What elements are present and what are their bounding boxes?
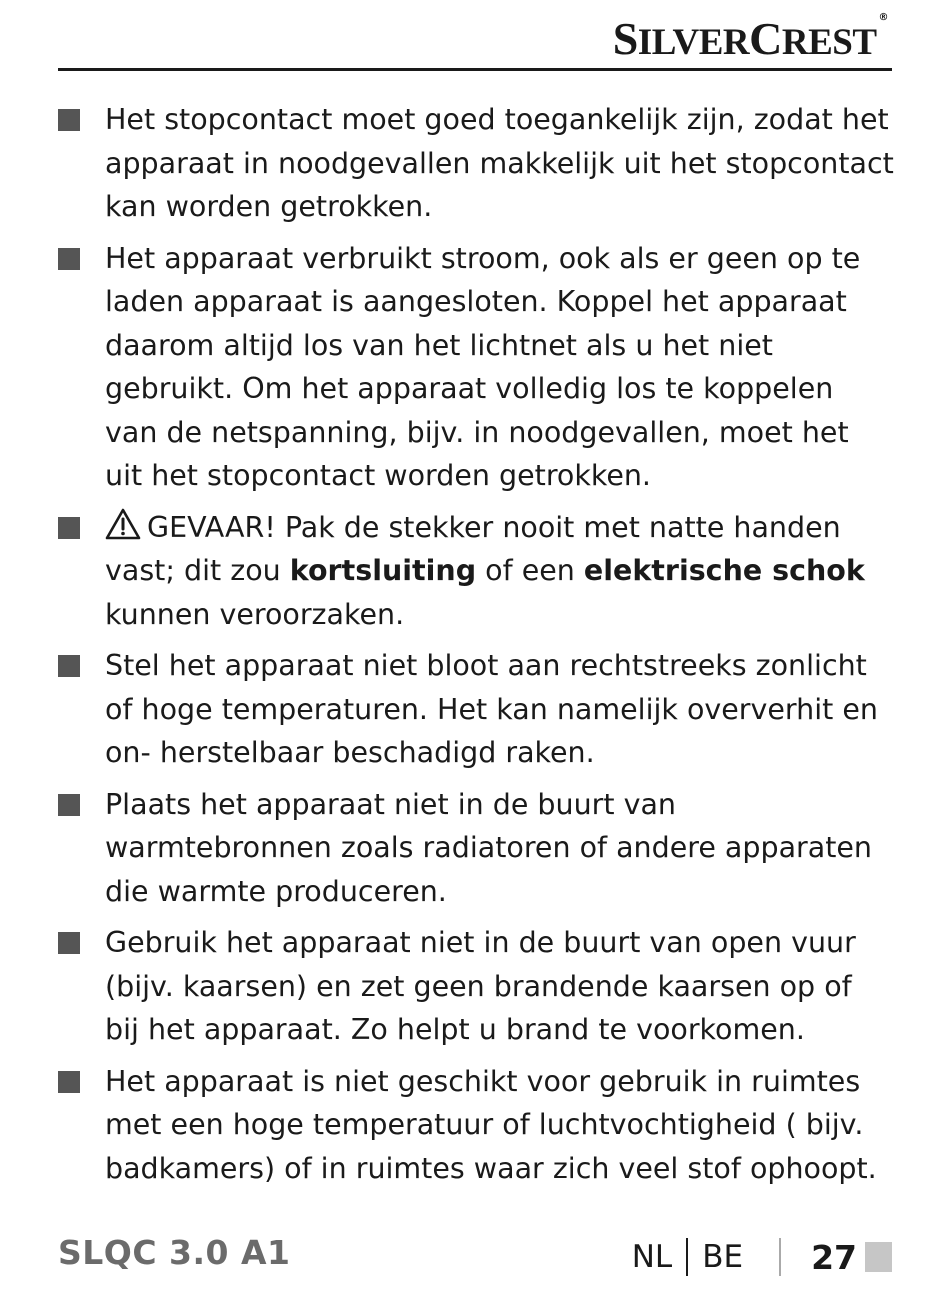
safety-instructions-list (58, 98, 894, 1198)
square-bullet-icon (58, 1071, 80, 1093)
square-bullet-icon (58, 655, 80, 677)
item-text: Gebruik het apparaat niet in de buurt van open vuur (bijv. kaarsen) en zet geen brandende kaarsen op of bij het apparaat. Zo helpt u brand te voorkomen. (105, 926, 856, 1046)
list-item-warning (58, 506, 894, 637)
warning-text: kunnen veroorzaken. (105, 597, 405, 631)
list-item (58, 98, 894, 229)
page-number: 27 (811, 1237, 857, 1277)
page-header (58, 0, 892, 71)
item-text: Het apparaat verbruikt stroom, ook als er geen op te laden apparaat is aangesloten. Koppel het apparaat daarom altijd los van het lichtnet als u het niet gebruikt. Om het apparaat volledig los te koppelen van de netspanning, bijv. in noodgevallen, moet het uit het stopcontact worden getrokken. (105, 241, 861, 492)
warning-triangle-icon (105, 508, 141, 540)
item-text: Het stopcontact moet goed toegankelijk zijn, zodat het apparaat in noodgevallen makkelijk uit het stopcontact kan worden getrokken. (105, 103, 894, 223)
divider (686, 1238, 688, 1276)
square-bullet-icon (58, 248, 80, 270)
item-text: Stel het apparaat niet bloot aan rechtstreeks zonlicht of hoge temperaturen. Het kan namelijk oververhit en on- herstelbaar beschadigd raken. (105, 649, 878, 769)
item-text: Het apparaat is niet geschikt voor gebruik in ruimtes met een hoge temperatuur of luchtvochtigheid ( bijv. badkamers) of in ruimtes waar zich veel stof ophoopt. (105, 1064, 877, 1185)
page-marker-icon (865, 1242, 892, 1272)
square-bullet-icon (58, 517, 80, 539)
square-bullet-icon (58, 109, 80, 131)
warning-text: GEVAAR! Pak de stekker nooit met natte handen vast; dit zou (105, 510, 841, 587)
model-number: SLQC 3.0 A1 (58, 1233, 291, 1272)
page-footer (632, 1233, 892, 1281)
item-text: Plaats het apparaat niet in de buurt van warmtebronnen zoals radiatoren of andere apparaten die warmte produceren. (105, 787, 872, 908)
language-code-be: BE (702, 1239, 744, 1275)
square-bullet-icon (58, 932, 80, 954)
language-code-nl: NL (631, 1239, 673, 1275)
list-item (58, 783, 894, 914)
list-item (58, 1060, 894, 1191)
brand-logo: SILVERCREST® (612, 12, 888, 64)
divider (779, 1238, 781, 1276)
list-item (58, 921, 894, 1052)
bold-term-electric-shock: elektrische schok (583, 554, 865, 587)
square-bullet-icon (58, 794, 80, 816)
list-item (58, 644, 894, 775)
warning-text: of een (476, 554, 584, 587)
list-item (58, 237, 894, 498)
bold-term-short-circuit: kortsluiting (289, 554, 477, 587)
